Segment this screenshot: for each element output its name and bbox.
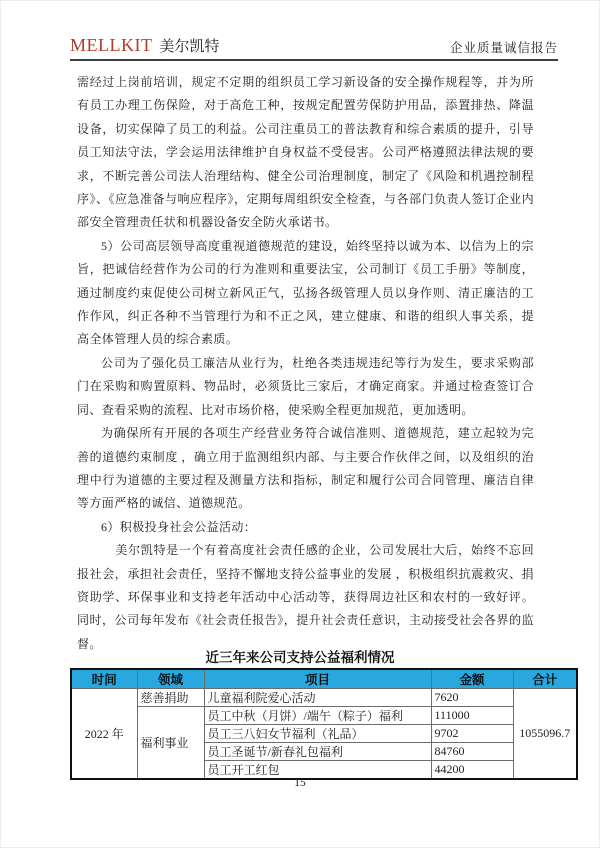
field-cell: 福利事业 xyxy=(137,707,204,780)
year-cell: 2022 年 xyxy=(71,689,137,780)
table-title: 近三年来公司支持公益福利情况 xyxy=(205,650,395,665)
welfare-table xyxy=(70,668,578,780)
project-cell: 员工开工红包 xyxy=(204,761,431,780)
col-header-project: 项目 xyxy=(204,669,431,689)
col-header-time: 时间 xyxy=(71,669,137,689)
paragraph-ethics-leadership: 5）公司高层领导高度重视道德规范的建设，始终坚持以诚为本、以信为上的宗旨，把诚信经营作为公司的行为准则和重要法宝，公司制订《员工手册》等制度，通过制度约束促使公司树立新风正气，弘扬各级管理人员以身作则、清正廉洁的工作作风，纠正各种不当管理行为和不正之风，建立健康、和谐的组织人事关系，提高全体管理人员的综合素质。 xyxy=(77,238,534,347)
table-row xyxy=(71,707,577,725)
paragraph-public-welfare-heading: 6）积极投身社会公益活动： xyxy=(101,519,257,534)
table-header-row xyxy=(71,669,577,689)
page-number: 15 xyxy=(294,777,306,789)
project-cell: 员工中秋（月饼）/端午（粽子）福利 xyxy=(204,707,431,725)
field-cell: 慈善捐助 xyxy=(137,689,204,707)
company-logo xyxy=(70,35,220,56)
amount-cell: 84760 xyxy=(431,743,513,761)
paragraph-procurement-integrity: 公司为了强化员工廉洁从业行为，杜绝各类违规违纪等行为发生，要求采购部门在采购和购置原料、物品时，必须货比三家后，才确定商家。并通过检查签订合同、查看采购的流程、比对市场价格，使采购全程更加规范，更加透明。 xyxy=(77,355,534,417)
logo-text-en: MELLKIT xyxy=(70,35,153,55)
amount-cell: 44200 xyxy=(431,761,513,780)
amount-cell: 9702 xyxy=(431,725,513,743)
amount-cell: 111000 xyxy=(431,707,513,725)
total-cell: 1055096.7 xyxy=(513,689,577,780)
amount-cell: 7620 xyxy=(431,689,513,707)
project-cell: 员工三八妇女节福利（礼品） xyxy=(204,725,431,743)
report-title: 企业质量诚信报告 xyxy=(449,41,558,55)
logo-text-cn: 美尔凯特 xyxy=(159,38,220,55)
table-row xyxy=(71,689,577,707)
paragraph-social-responsibility: 美尔凯特是一个有着高度社会责任感的企业，公司发展壮大后，始终不忘回报社会，承担社会责任，坚持不懈地支持公益事业的发展 ，积极组织抗震救灾、捐资助学、环保事业和支持老年活动中心活动等，获得周边社区和农村的一致好评。同时，公司每年发布《社会责任报告》，提升社会责任意识，主动接受社会各界的监督。 xyxy=(77,543,534,651)
col-header-total: 合计 xyxy=(513,669,577,689)
page-header xyxy=(70,34,558,61)
paragraph-safety-training: 需经过上岗前培训，规定不定期的组织员工学习新设备的安全操作规程等，并为所有员工办理工伤保险，对于高危工种，按规定配置劳保防护用品，添置排热、降温设备，切实保障了员工的利益。公司注重员工的普法教育和综合素质的提升，引导员工知法守法，学会运用法律维护自身权益不受侵害。公司严格遵照法律法规的要求，不断完善公司法人治理结构、健全公司治理制度，制定了《风险和机遇控制程序》、《应急准备与响应程序》，定期每周组织安全检查，与各部门负责人签订企业内部安全管理责任状和机器设备安全防火承诺书。 xyxy=(77,75,534,230)
project-cell: 员工圣诞节/新春礼包福利 xyxy=(204,743,431,761)
project-cell: 儿童福利院爱心活动 xyxy=(204,689,431,707)
col-header-amount: 金额 xyxy=(431,669,513,689)
body-text xyxy=(77,71,534,656)
col-header-field: 领域 xyxy=(137,669,204,689)
paragraph-ethics-system: 为确保所有开展的各项生产经营业务符合诚信准则、道德规范，建立起较为完善的道德约束制度 ，确立用于监测组织内部、与主要合作伙伴之间，以及组织的治理中行为道德的主要过程及测量方法和指标，制定和履行公司合同管理、廉洁自律等方面严格的诚信、道德规范。 xyxy=(77,426,534,511)
